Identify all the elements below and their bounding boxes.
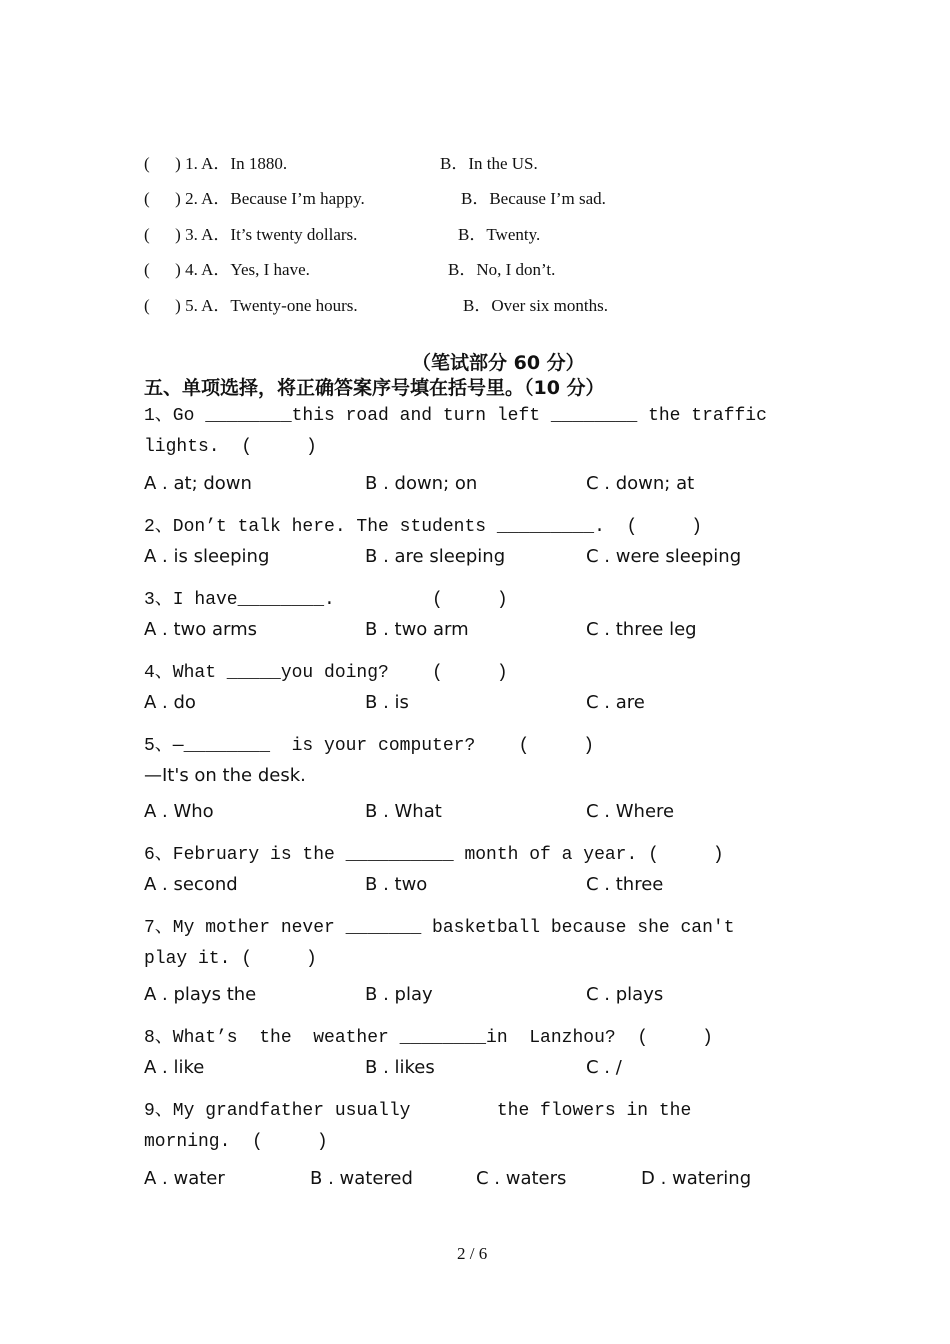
question-9-option-d: D . watering — [641, 1168, 752, 1189]
listening-4-b: B．No, I don’t. — [448, 260, 556, 279]
written-part-title: （笔试部分 60 分） — [412, 352, 585, 374]
question-8-option-c: C . / — [586, 1057, 622, 1078]
question-3-option-a: A . two arms — [144, 619, 258, 640]
question-1-line-1: 1、Go ________this road and turn left ________ the traffic — [144, 406, 767, 426]
question-4-option-c: C . are — [586, 692, 645, 713]
question-2-option-b: B . are sleeping — [365, 546, 506, 567]
question-2-option-c: C . were sleeping — [586, 546, 742, 567]
question-7-line-2: play it. ( ) — [144, 949, 317, 969]
listening-1-b: B．In the US. — [440, 154, 538, 173]
question-8-option-a: A . like — [144, 1057, 205, 1078]
question-5-option-a: A . Who — [144, 801, 214, 822]
question-7-option-a: A . plays the — [144, 984, 257, 1005]
question-2-line-1: 2、Don’t talk here. The students _________. ( ) — [144, 517, 703, 537]
question-9-option-c: C . waters — [476, 1168, 567, 1189]
question-9-line-1: 9、My grandfather usually the flowers in the — [144, 1101, 692, 1121]
question-5-option-b: B . What — [365, 801, 442, 822]
listening-5-a: ( ) 5. A．Twenty-one hours. — [144, 296, 358, 315]
question-5-option-c: C . Where — [586, 801, 675, 822]
question-1-option-b: B . down; on — [365, 473, 478, 494]
listening-2-b: B．Because I’m sad. — [461, 189, 606, 208]
question-5-answer-line: —It's on the desk. — [144, 765, 306, 786]
question-6-option-a: A . second — [144, 874, 238, 895]
question-1-line-2: lights. ( ) — [144, 437, 317, 457]
question-6-line-1: 6、February is the __________ month of a year. ( ) — [144, 845, 724, 865]
question-8-line-1: 8、What’s the weather ________in Lanzhou? ( ) — [144, 1028, 713, 1048]
listening-3-b: B．Twenty. — [458, 225, 541, 244]
question-6-option-b: B . two — [365, 874, 428, 895]
question-3-line-1: 3、I have________. ( ) — [144, 590, 508, 610]
question-7-line-1: 7、My mother never _______ basketball because she can't — [144, 918, 735, 938]
question-7-option-b: B . play — [365, 984, 433, 1005]
listening-3-a: ( ) 3. A．It’s twenty dollars. — [144, 225, 358, 244]
question-9-option-a: A . water — [144, 1168, 225, 1189]
listening-2-a: ( ) 2. A．Because I’m happy. — [144, 189, 365, 208]
question-4-option-b: B . is — [365, 692, 409, 713]
question-3-option-c: C . three leg — [586, 619, 697, 640]
question-9-option-b: B . watered — [310, 1168, 413, 1189]
question-3-option-b: B . two arm — [365, 619, 469, 640]
question-7-option-c: C . plays — [586, 984, 664, 1005]
question-1-option-c: C . down; at — [586, 473, 695, 494]
listening-5-b: B．Over six months. — [463, 296, 608, 315]
question-5-line-1: 5、—________ is your computer? ( ) — [144, 736, 595, 756]
question-4-option-a: A . do — [144, 692, 196, 713]
question-9-line-2: morning. ( ) — [144, 1132, 328, 1152]
listening-1-a: ( ) 1. A．In 1880. — [144, 154, 288, 173]
question-1-option-a: A . at; down — [144, 473, 252, 494]
page-number: 2 / 6 — [457, 1244, 488, 1263]
listening-4-a: ( ) 4. A．Yes, I have. — [144, 260, 310, 279]
question-8-option-b: B . likes — [365, 1057, 435, 1078]
question-6-option-c: C . three — [586, 874, 664, 895]
question-4-line-1: 4、What _____you doing? ( ) — [144, 663, 508, 683]
question-2-option-a: A . is sleeping — [144, 546, 270, 567]
section-5-title: 五、单项选择，将正确答案序号填在括号里。（10 分） — [144, 377, 605, 399]
